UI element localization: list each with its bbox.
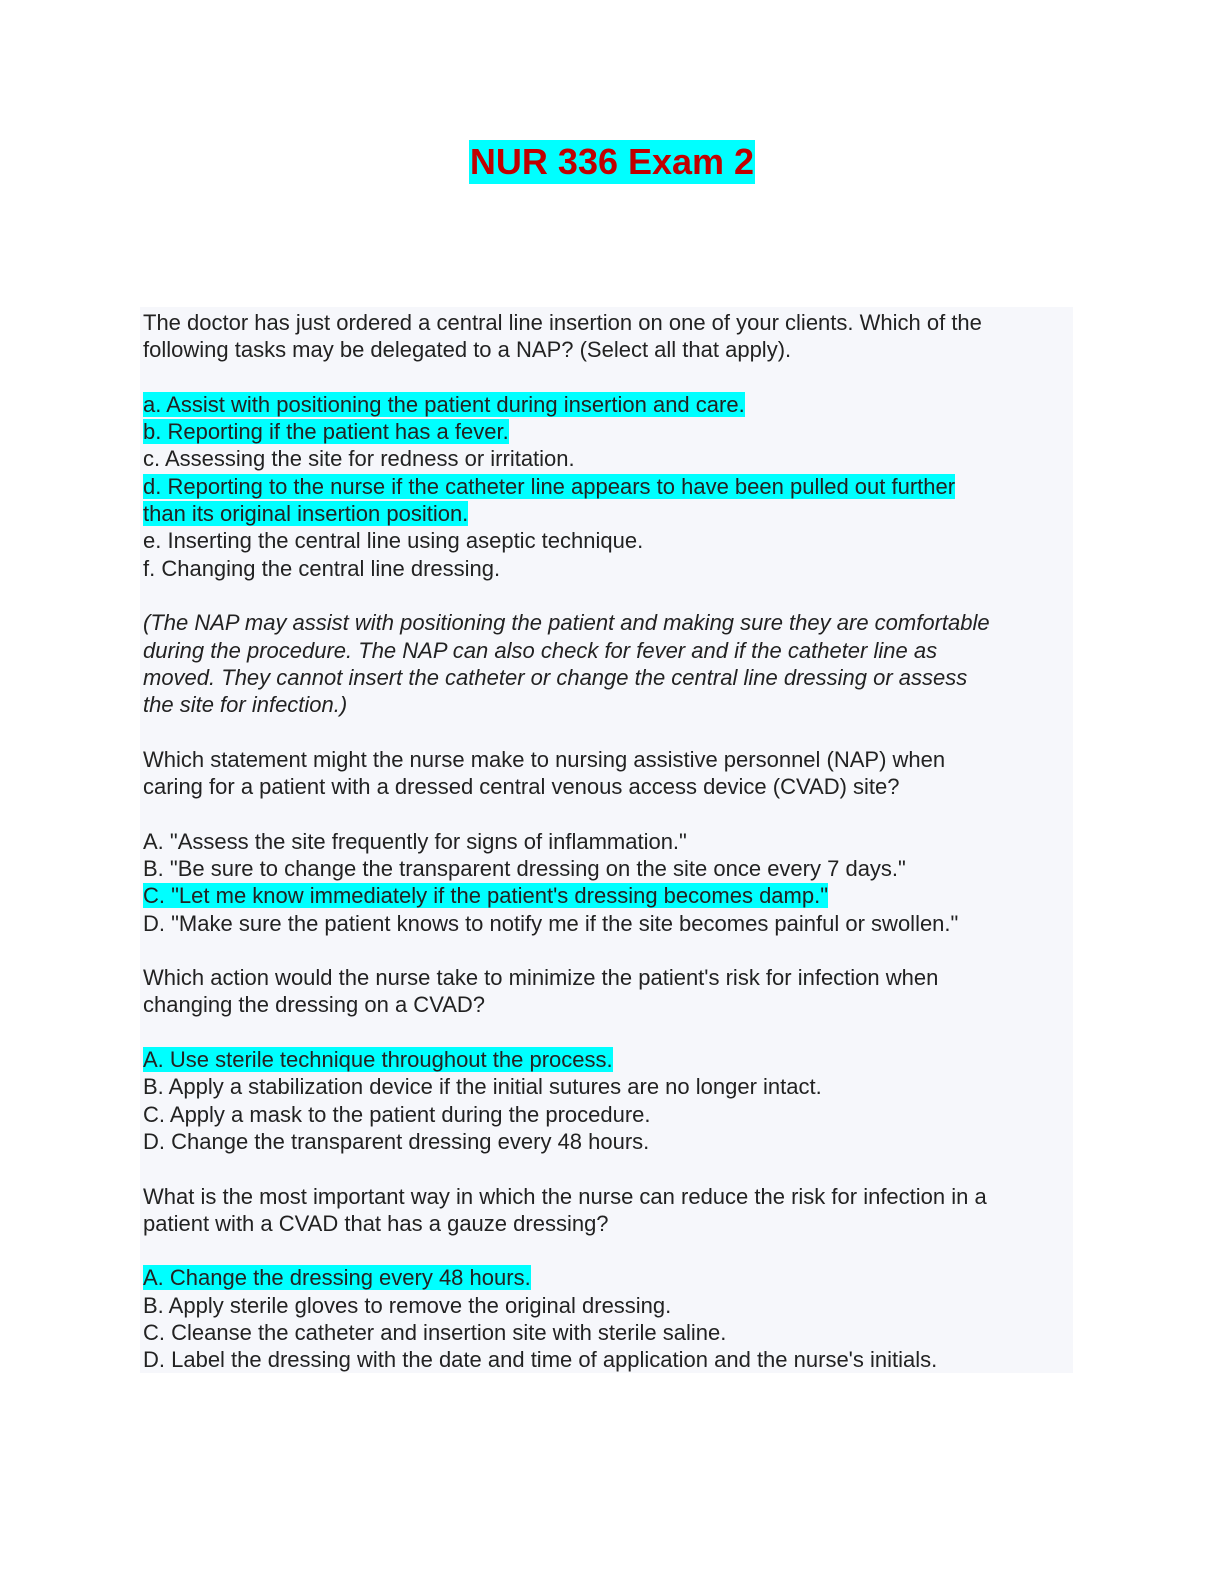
answer-options [143, 391, 1070, 582]
question-stem [143, 964, 1070, 1019]
question-3 [143, 964, 1070, 1155]
answer-option: B. Apply sterile gloves to remove the original dressing. [143, 1292, 672, 1318]
answer-options [143, 1046, 1070, 1155]
answer-option: e. Inserting the central line using aseptic technique. [143, 528, 644, 554]
answer-option: D. Label the dressing with the date and time of application and the nurse's initials. [143, 1347, 938, 1373]
answer-option: B. "Be sure to change the transparent dressing on the site once every 7 days." [143, 855, 906, 881]
answer-option: C. Apply a mask to the patient during the procedure. [143, 1101, 651, 1127]
answer-option-correct: C. "Let me know immediately if the patient's dressing becomes damp." [143, 883, 829, 909]
question-1 [143, 309, 1070, 718]
rationale [143, 609, 1070, 718]
answer-option: B. Apply a stabilization device if the initial sutures are no longer intact. [143, 1074, 822, 1100]
exam-content [140, 307, 1073, 1373]
answer-option: A. "Assess the site frequently for signs of inflammation." [143, 828, 687, 854]
stem-line: changing the dressing on a CVAD? [143, 992, 486, 1018]
answer-option: C. Cleanse the catheter and insertion site with sterile saline. [143, 1319, 727, 1345]
rationale-line: the site for infection.) [143, 692, 348, 718]
rationale-line: (The NAP may assist with positioning the patient and making sure they are comfortable [143, 610, 990, 636]
answer-option-correct-continued: than its original insertion position. [143, 501, 469, 527]
rationale-line: moved. They cannot insert the catheter or change the central line dressing or assess [143, 664, 968, 690]
answer-option: c. Assessing the site for redness or irritation. [143, 446, 575, 472]
stem-line: The doctor has just ordered a central line insertion on one of your clients. Which of the [143, 310, 982, 335]
stem-line: What is the most important way in which the nurse can reduce the risk for infection in a [143, 1183, 987, 1209]
answer-options [143, 1264, 1070, 1373]
page-title: NUR 336 Exam 2 [469, 141, 755, 182]
title-container [0, 140, 1224, 184]
question-stem [143, 746, 1070, 801]
answer-option: f. Changing the central line dressing. [143, 555, 501, 581]
stem-line: caring for a patient with a dressed central venous access device (CVAD) site? [143, 774, 900, 800]
stem-line: Which statement might the nurse make to nursing assistive personnel (NAP) when [143, 746, 946, 772]
answer-option-correct: A. Use sterile technique throughout the process. [143, 1047, 613, 1073]
answer-options [143, 828, 1070, 937]
answer-option: D. Change the transparent dressing every 48 hours. [143, 1128, 650, 1154]
answer-option: D. "Make sure the patient knows to notify me if the site becomes painful or swollen." [143, 910, 959, 936]
answer-option-correct: b. Reporting if the patient has a fever. [143, 419, 509, 445]
stem-line: following tasks may be delegated to a NAP? (Select all that apply). [143, 337, 792, 363]
question-stem [143, 309, 1070, 364]
rationale-line: during the procedure. The NAP can also check for fever and if the catheter line as [143, 637, 938, 663]
answer-option-correct: d. Reporting to the nurse if the catheter line appears to have been pulled out further [143, 473, 956, 499]
question-stem [143, 1183, 1070, 1238]
stem-line: patient with a CVAD that has a gauze dressing? [143, 1210, 609, 1236]
answer-option-correct: a. Assist with positioning the patient during insertion and care. [143, 391, 745, 417]
question-4 [143, 1183, 1070, 1374]
question-2 [143, 746, 1070, 937]
stem-line: Which action would the nurse take to minimize the patient's risk for infection when [143, 965, 939, 991]
answer-option-correct: A. Change the dressing every 48 hours. [143, 1265, 531, 1291]
